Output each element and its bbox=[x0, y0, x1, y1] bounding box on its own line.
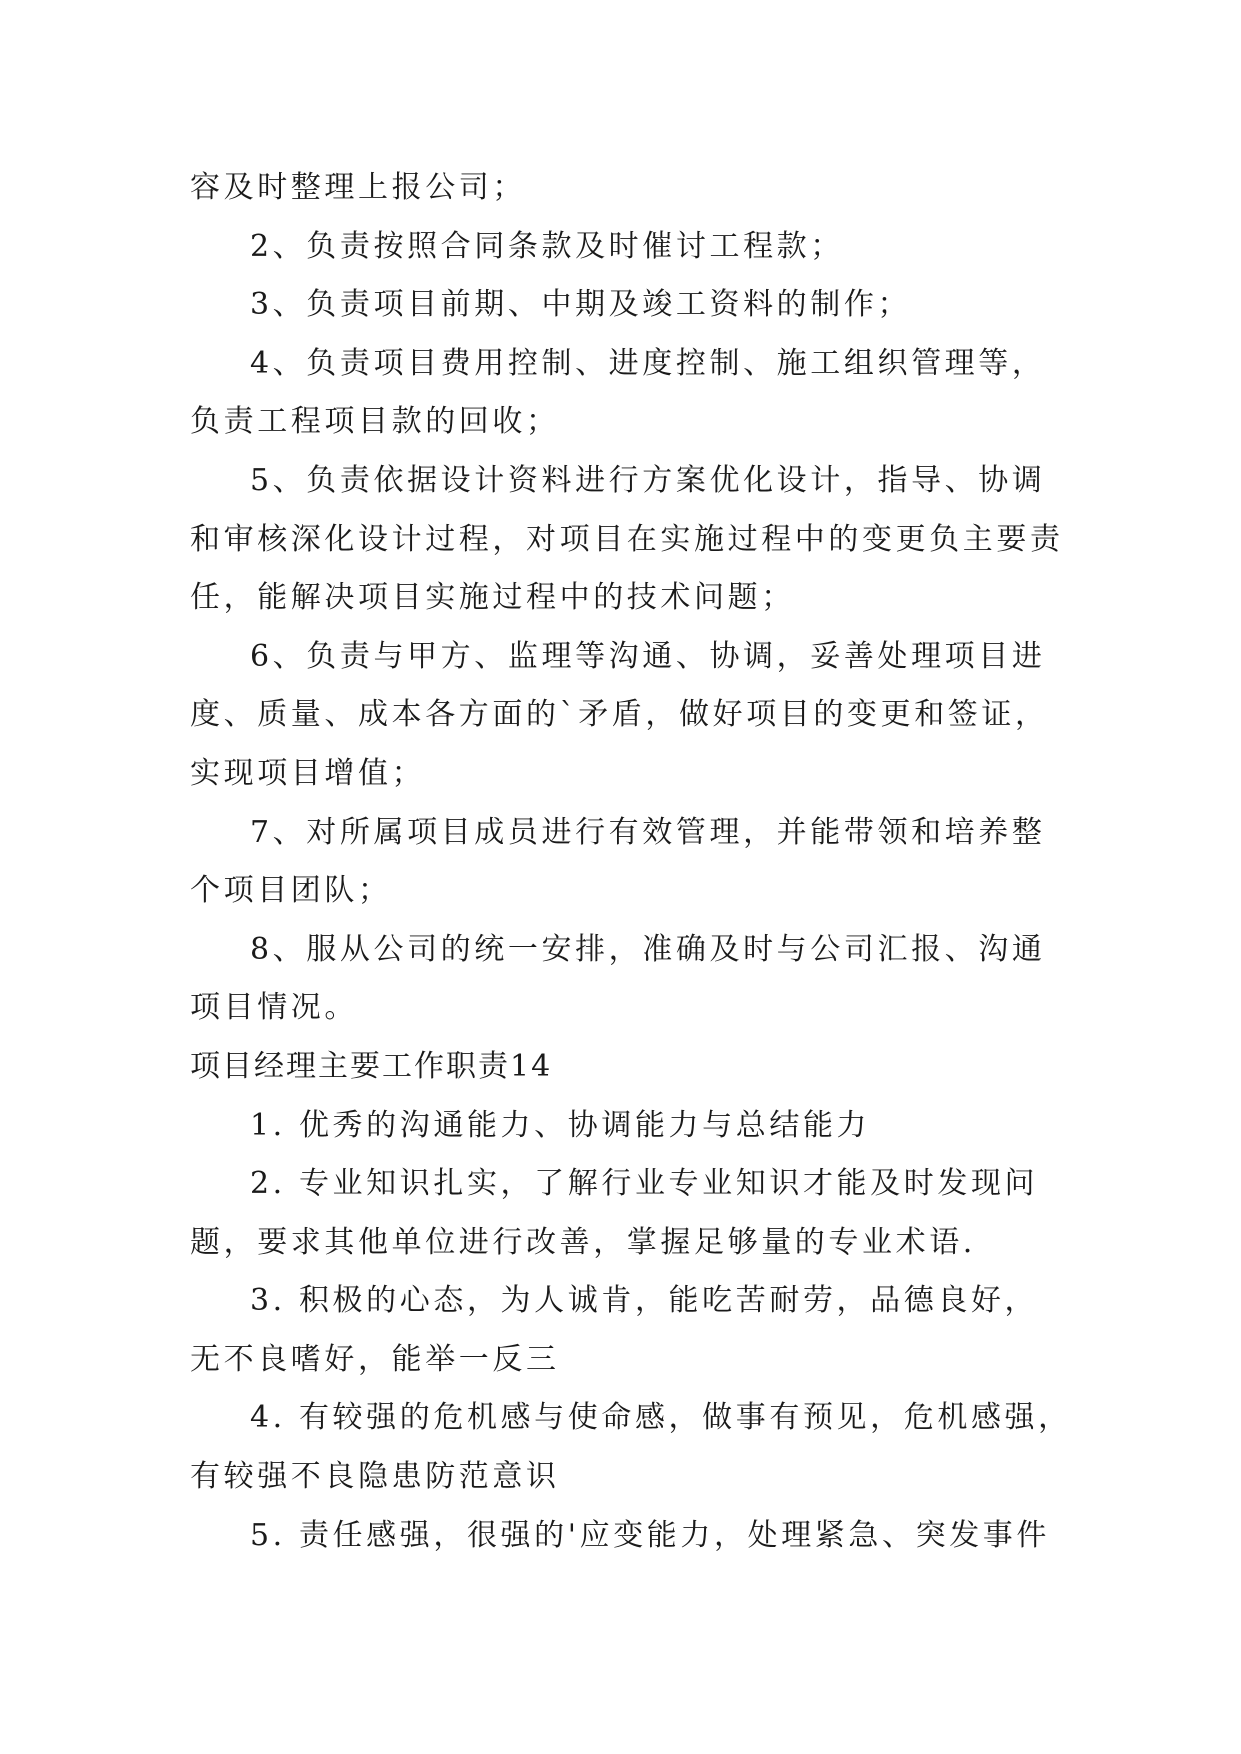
list-item-5: 5、负责依据设计资料进行方案优化设计，指导、协调 bbox=[250, 462, 1046, 498]
list-item-6: 6、负责与甲方、监理等沟通、协调，妥善处理项目进 bbox=[250, 638, 1046, 674]
list-item-8: 8、服从公司的统一安排，准确及时与公司汇报、沟通 bbox=[250, 931, 1046, 967]
text-line: 题，要求其他单位进行改善，掌握足够量的专业术语. bbox=[190, 1224, 976, 1260]
text-line: 实现项目增值； bbox=[190, 755, 426, 791]
list-item-3: 3. 积极的心态，为人诚肯，能吃苦耐劳，品德良好， bbox=[250, 1283, 1039, 1319]
text-line: 项目情况。 bbox=[190, 990, 358, 1026]
list-item-2: 2. 专业知识扎实，了解行业专业知识才能及时发现问 bbox=[250, 1166, 1039, 1202]
list-item-2: 2、负责按照合同条款及时催讨工程款； bbox=[250, 228, 844, 264]
list-item-4: 4. 有较强的危机感与使命感，做事有预见，危机感强， bbox=[250, 1400, 1072, 1436]
text-line: 任，能解决项目实施过程中的技术问题； bbox=[190, 580, 795, 616]
document-body bbox=[190, 159, 1072, 1565]
text-line: 无不良嗜好，能举一反三 bbox=[190, 1341, 560, 1377]
list-item-7: 7、对所属项目成员进行有效管理，并能带领和培养整 bbox=[250, 814, 1046, 850]
list-item-4: 4、负责项目费用控制、进度控制、施工组织管理等， bbox=[250, 345, 1046, 381]
text-line: 容及时整理上报公司； bbox=[190, 170, 526, 205]
text-line: 负责工程项目款的回收； bbox=[190, 404, 560, 440]
section-heading: 项目经理主要工作职责14 bbox=[190, 1048, 553, 1084]
list-item-3: 3、负责项目前期、中期及竣工资料的制作； bbox=[250, 287, 912, 323]
text-line: 有较强不良隐患防范意识 bbox=[190, 1459, 560, 1495]
list-item-5: 5. 责任感强，很强的'应变能力，处理紧急、突发事件 bbox=[250, 1517, 1051, 1553]
text-line: 和审核深化设计过程，对项目在实施过程中的变更负主要责 bbox=[190, 521, 1064, 557]
text-line: 个项目团队； bbox=[190, 873, 392, 909]
list-item-1: 1. 优秀的沟通能力、协调能力与总结能力 bbox=[250, 1107, 871, 1143]
text-line: 度、质量、成本各方面的`矛盾，做好项目的变更和签证， bbox=[190, 697, 1049, 733]
